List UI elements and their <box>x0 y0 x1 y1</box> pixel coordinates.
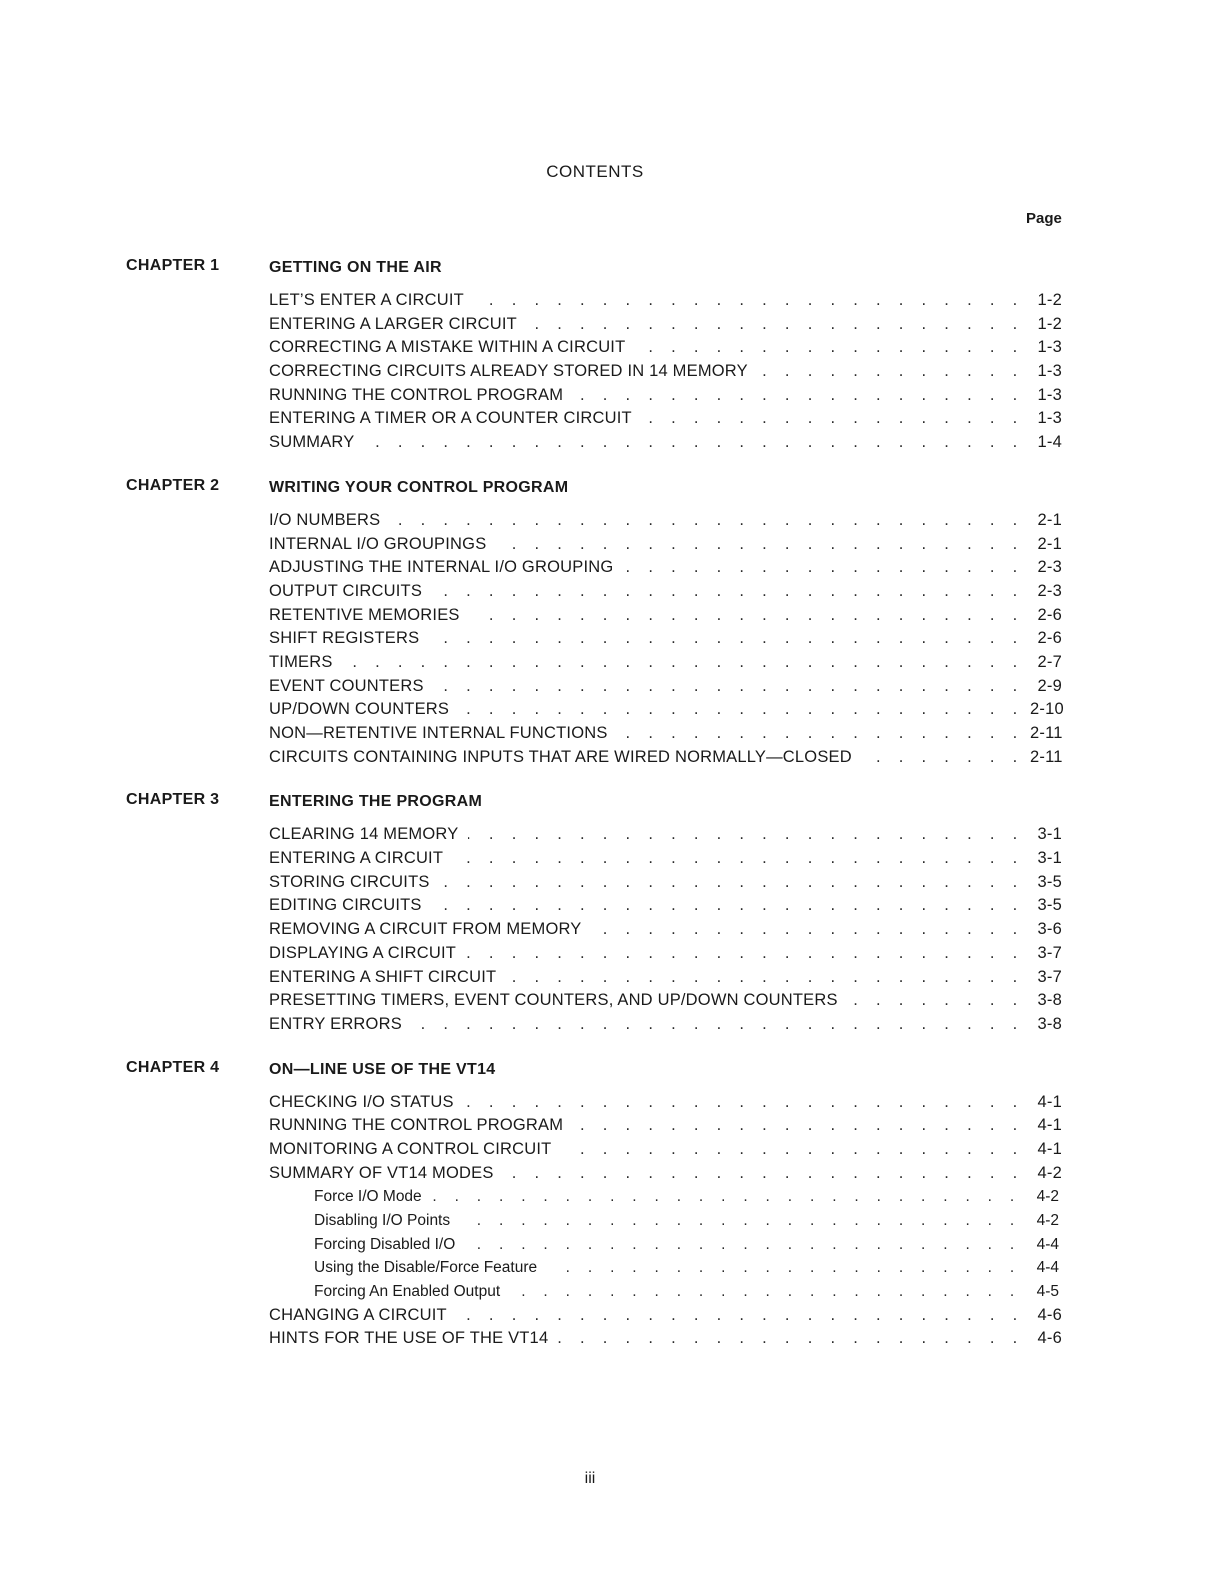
toc-entry[interactable] <box>269 675 1062 699</box>
dot-leader <box>623 556 1024 580</box>
toc-entry-page: 4-1 <box>1037 1139 1062 1158</box>
dot-leader <box>527 313 1024 337</box>
toc-entry[interactable] <box>269 289 1062 313</box>
dot-leader <box>429 627 1024 651</box>
toc-entry-page: 4-2 <box>1036 1212 1059 1229</box>
toc-entry-title: RUNNING THE CONTROL PROGRAM <box>269 1116 564 1135</box>
toc-entry[interactable] <box>269 722 1062 746</box>
toc-entry-page: 3-8 <box>1037 1014 1062 1033</box>
toc-entry-title: HINTS FOR THE USE OF THE VT14 <box>269 1329 549 1348</box>
toc-entry-page: 4-1 <box>1037 1092 1062 1111</box>
toc-entry-title: I/O NUMBERS <box>269 510 381 529</box>
toc-entry-page: 3-7 <box>1037 967 1062 986</box>
dot-leader <box>547 1256 1021 1280</box>
chapter-label: CHAPTER 1 <box>126 257 220 274</box>
toc-entry[interactable] <box>269 384 1062 408</box>
dot-leader <box>758 360 1024 384</box>
dot-leader <box>470 604 1024 628</box>
page-title: CONTENTS <box>546 162 644 181</box>
toc-entry-title: NON—RETENTIVE INTERNAL FUNCTIONS <box>269 724 608 742</box>
toc-entry[interactable] <box>269 533 1062 557</box>
toc-entry-page: 1-3 <box>1037 385 1062 404</box>
dot-leader <box>561 1138 1024 1162</box>
dot-leader <box>474 289 1024 313</box>
toc-entry[interactable] <box>269 604 1062 628</box>
toc-entry[interactable] <box>269 942 1062 966</box>
toc-entry-title: Forcing An Enabled Output <box>314 1283 501 1301</box>
toc-entry-page: 3-1 <box>1037 849 1062 868</box>
toc-entry[interactable] <box>269 509 1062 533</box>
dot-leader <box>642 407 1024 431</box>
dot-leader <box>432 1185 1021 1209</box>
toc-subentry[interactable] <box>314 1185 1059 1209</box>
page-column-header: Page <box>1026 210 1062 227</box>
toc-entry-title: EVENT COUNTERS <box>269 676 424 695</box>
toc-entry-page: 2-9 <box>1037 676 1062 695</box>
dot-leader <box>848 989 1024 1013</box>
toc-entry[interactable] <box>269 1162 1062 1186</box>
dot-leader <box>573 1114 1024 1138</box>
toc-entry[interactable] <box>269 313 1062 337</box>
dot-leader <box>464 1091 1024 1115</box>
toc-entry-page: 1-4 <box>1037 433 1062 452</box>
chapter-entries <box>0 509 1224 770</box>
toc-entry[interactable] <box>269 847 1062 871</box>
toc-entry[interactable] <box>269 1327 1062 1351</box>
dot-leader <box>390 509 1024 533</box>
toc-entry[interactable] <box>269 1091 1062 1115</box>
dot-leader <box>432 894 1024 918</box>
toc-entry[interactable] <box>269 698 1062 722</box>
toc-entry-page: 3-7 <box>1037 943 1062 962</box>
dot-leader <box>573 384 1024 408</box>
toc-entry-title: CHANGING A CIRCUIT <box>269 1305 447 1324</box>
toc-subentry[interactable] <box>314 1233 1059 1257</box>
footer-page-number: iii <box>584 1470 596 1487</box>
toc-entry[interactable] <box>269 918 1062 942</box>
toc-entry-title: OUTPUT CIRCUITS <box>269 581 423 600</box>
toc-entry-page: 1-3 <box>1037 338 1062 357</box>
toc-entry-title: CORRECTING CIRCUITS ALREADY STORED IN 14 MEMORY <box>269 362 748 381</box>
toc-entry[interactable] <box>269 1114 1062 1138</box>
dot-leader <box>364 431 1024 455</box>
toc-entry-title: MONITORING A CONTROL CIRCUIT <box>269 1139 552 1158</box>
dot-leader <box>343 651 1024 675</box>
toc-entry-page: 1-2 <box>1037 291 1062 309</box>
toc-entry[interactable] <box>269 966 1062 990</box>
chapter-title: WRITING YOUR CONTROL PROGRAM <box>269 478 569 496</box>
toc-entry-title: SHIFT REGISTERS <box>269 629 420 648</box>
toc-entry-page: 4-4 <box>1036 1235 1059 1253</box>
toc-entry-page: 2-11 <box>1030 724 1063 742</box>
toc-entry-title: ENTERING A TIMER OR A COUNTER CIRCUIT <box>269 409 632 428</box>
dot-leader <box>468 823 1024 847</box>
toc-entry-page: 3-8 <box>1037 991 1062 1010</box>
chapter-entries <box>0 289 1224 455</box>
toc-entry-page: 4-4 <box>1036 1259 1059 1277</box>
toc-entry-page: 4-6 <box>1037 1329 1062 1348</box>
toc-entry-title: Using the Disable/Force Feature <box>314 1259 538 1277</box>
toc-entry-page: 2-7 <box>1037 652 1062 671</box>
toc-entry-page: 1-2 <box>1037 314 1062 333</box>
toc-entry-title: STORING CIRCUITS <box>269 872 430 891</box>
dot-leader <box>510 1280 1021 1304</box>
toc-subentry[interactable] <box>314 1280 1059 1304</box>
dot-leader <box>592 918 1025 942</box>
toc-entry-page: 3-6 <box>1037 920 1062 939</box>
toc-entry-title: TIMERS <box>269 652 333 671</box>
toc-entry[interactable] <box>269 580 1062 604</box>
dot-leader <box>465 1233 1021 1257</box>
toc-entry-page: 4-1 <box>1037 1116 1062 1135</box>
dot-leader <box>496 533 1024 557</box>
chapter-section <box>0 1059 1224 1352</box>
toc-entry-page: 2-6 <box>1037 629 1062 648</box>
toc-entry-title: DISPLAYING A CIRCUIT <box>269 943 457 962</box>
chapter-section <box>0 477 1224 770</box>
chapter-label: CHAPTER 3 <box>126 791 220 809</box>
toc-entry-title: CLEARING 14 MEMORY <box>269 825 459 844</box>
toc-entry[interactable] <box>269 823 1062 847</box>
toc-entry-title: CORRECTING A MISTAKE WITHIN A CIRCUIT <box>269 338 626 357</box>
dot-leader <box>412 1013 1024 1037</box>
dot-leader <box>457 1304 1024 1328</box>
dot-leader <box>635 336 1024 360</box>
toc-entry-title: ENTRY ERRORS <box>269 1014 402 1033</box>
toc-entry-title: RETENTIVE MEMORIES <box>269 605 460 624</box>
toc-entry-title: Forcing Disabled I/O <box>314 1235 456 1253</box>
dot-leader <box>460 1209 1021 1233</box>
toc-entry[interactable] <box>269 1304 1062 1328</box>
chapter-label: CHAPTER 4 <box>126 1058 220 1076</box>
dot-leader <box>434 675 1024 699</box>
toc-entry-title: ENTERING A CIRCUIT <box>269 849 444 868</box>
toc-entry-page: 2-3 <box>1037 581 1062 600</box>
toc-entry-title: ENTERING A SHIFT CIRCUIT <box>269 967 497 986</box>
toc-entry[interactable] <box>269 407 1062 431</box>
toc-entry[interactable] <box>269 651 1062 675</box>
table-of-contents <box>0 257 1224 1373</box>
toc-entry-title: UP/DOWN COUNTERS <box>269 700 450 719</box>
chapter-title: ON—LINE USE OF THE VT14 <box>269 1060 496 1078</box>
toc-entry[interactable] <box>269 871 1062 895</box>
toc-subentry[interactable] <box>314 1209 1059 1233</box>
dot-leader <box>558 1327 1024 1351</box>
toc-entry-title: Force I/O Mode <box>314 1188 422 1206</box>
toc-entry-title: ENTERING A LARGER CIRCUIT <box>269 314 517 333</box>
toc-entry-title: Disabling I/O Points <box>314 1212 451 1229</box>
toc-entry[interactable] <box>269 746 1062 770</box>
toc-entry-page: 2-11 <box>1030 747 1063 766</box>
toc-entry-page: 4-2 <box>1037 1163 1062 1182</box>
toc-entry[interactable] <box>269 556 1062 580</box>
toc-entry-page: 2-1 <box>1037 510 1062 529</box>
toc-entry-title: CIRCUITS CONTAINING INPUTS THAT ARE WIRED NORMALLY—CLOSED <box>269 747 852 766</box>
dot-leader <box>432 580 1024 604</box>
toc-entry-page: 1-3 <box>1037 409 1062 428</box>
dot-leader <box>466 942 1024 966</box>
toc-entry-title: INTERNAL I/O GROUPINGS <box>269 534 487 553</box>
toc-entry-page: 4-6 <box>1037 1305 1062 1324</box>
toc-entry[interactable] <box>269 627 1062 651</box>
toc-entry-page: 2-10 <box>1030 700 1064 719</box>
chapter-section <box>0 257 1224 455</box>
toc-entry-page: 3-5 <box>1037 872 1062 891</box>
toc-entry-title: REMOVING A CIRCUIT FROM MEMORY <box>269 920 582 939</box>
toc-entry-page: 3-5 <box>1037 896 1062 915</box>
toc-entry-title: CHECKING I/O STATUS <box>269 1092 454 1111</box>
dot-leader <box>504 1162 1024 1186</box>
toc-entry-title: SUMMARY OF VT14 MODES <box>269 1163 494 1182</box>
chapter-title: GETTING ON THE AIR <box>269 259 442 276</box>
toc-entry[interactable] <box>269 894 1062 918</box>
chapter-entries <box>0 1091 1224 1352</box>
chapter-title: ENTERING THE PROGRAM <box>269 793 483 811</box>
toc-entry-title: RUNNING THE CONTROL PROGRAM <box>269 385 564 404</box>
chapter-section <box>0 791 1224 1036</box>
toc-entry-title: LET’S ENTER A CIRCUIT <box>269 291 464 309</box>
toc-subentry[interactable] <box>314 1256 1059 1280</box>
toc-entry-page: 2-6 <box>1037 605 1062 624</box>
toc-entry-title: SUMMARY <box>269 433 355 452</box>
toc-entry[interactable] <box>269 1013 1062 1037</box>
dot-leader <box>459 698 1024 722</box>
toc-entry[interactable] <box>269 336 1062 360</box>
toc-entry-page: 4-5 <box>1036 1283 1059 1301</box>
toc-entry[interactable] <box>269 1138 1062 1162</box>
toc-entry-page: 4-2 <box>1036 1188 1059 1206</box>
toc-entry-page: 2-3 <box>1037 558 1062 577</box>
toc-entry[interactable] <box>269 360 1062 384</box>
toc-entry-page: 3-1 <box>1037 825 1062 844</box>
toc-entry-page: 2-1 <box>1037 534 1062 553</box>
dot-leader <box>506 966 1024 990</box>
dot-leader <box>440 871 1024 895</box>
toc-entry-title: PRESETTING TIMERS, EVENT COUNTERS, AND UP/DOWN COUNTERS <box>269 991 838 1010</box>
dot-leader <box>453 847 1024 871</box>
dot-leader <box>618 722 1024 746</box>
chapter-entries <box>0 823 1224 1036</box>
toc-entry[interactable] <box>269 989 1062 1013</box>
toc-entry-title: ADJUSTING THE INTERNAL I/O GROUPING <box>269 558 614 577</box>
toc-entry-title: EDITING CIRCUITS <box>269 896 422 915</box>
dot-leader <box>862 746 1024 770</box>
toc-entry-page: 1-3 <box>1037 362 1062 381</box>
toc-entry[interactable] <box>269 431 1062 455</box>
chapter-label: CHAPTER 2 <box>126 476 220 494</box>
